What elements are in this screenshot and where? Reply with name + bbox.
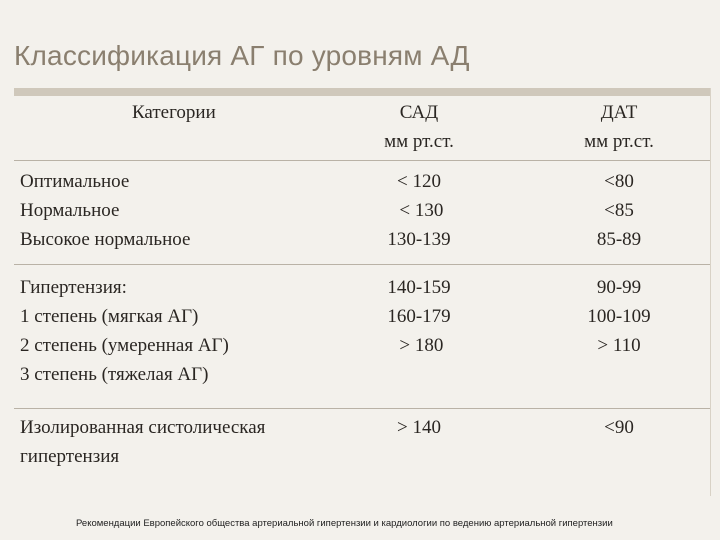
sad-value: 160-179 — [387, 306, 451, 327]
dat-value: <90 — [604, 417, 634, 438]
sad-value: > 180 — [394, 335, 444, 356]
row-category — [20, 273, 229, 389]
header-sad-unit: мм рт.ст. — [384, 131, 454, 152]
header-dat-unit: мм рт.ст. — [584, 131, 654, 152]
sad-value: < 130 — [394, 200, 444, 221]
dat-value: 85-89 — [596, 229, 642, 250]
category-line: 1 степень (мягкая АГ) — [20, 306, 199, 327]
row-dat — [544, 413, 694, 442]
row-category — [20, 167, 190, 254]
header-dat-title: ДАТ — [600, 102, 638, 123]
table-row — [14, 408, 710, 497]
dat-value: > 110 — [597, 335, 641, 356]
category-line: гипертензия — [20, 446, 120, 467]
table-row — [14, 160, 710, 265]
category-line: 3 степень (тяжелая АГ) — [20, 364, 209, 385]
sad-value: 140-159 — [387, 277, 451, 298]
category-line: Нормальное — [20, 200, 120, 221]
page-title: Классификация АГ по уровням АД — [14, 40, 470, 71]
dat-value: <80 — [604, 171, 634, 192]
dat-value: <85 — [604, 200, 634, 221]
category-line: Гипертензия: — [20, 277, 127, 298]
header-sad-title: САД — [399, 102, 439, 123]
row-category — [20, 413, 265, 471]
category-line: Оптимальное — [20, 171, 130, 192]
table-row — [14, 264, 710, 397]
classification-table — [14, 88, 711, 496]
row-dat — [544, 167, 694, 254]
dat-value: 90-99 — [596, 277, 642, 298]
header-category: Категории — [132, 102, 216, 123]
row-sad — [344, 167, 494, 254]
row-sad — [344, 413, 494, 442]
footnote: Рекомендации Европейского общества артериальной гипертензии и кардиологии по ведению артериальной гипертензии — [76, 518, 613, 529]
sad-value: < 120 — [397, 171, 441, 192]
category-line: Изолированная систолическая — [20, 417, 266, 438]
table-header-row — [14, 98, 710, 168]
sad-value: 130-139 — [387, 229, 451, 250]
sad-value: > 140 — [397, 417, 441, 438]
header-sad — [344, 98, 494, 156]
header-dat — [544, 98, 694, 156]
row-sad — [344, 273, 494, 360]
dat-value: 100-109 — [587, 306, 651, 327]
row-dat — [544, 273, 694, 360]
category-line: 2 степень (умеренная АГ) — [20, 335, 229, 356]
category-line: Высокое нормальное — [20, 229, 191, 250]
